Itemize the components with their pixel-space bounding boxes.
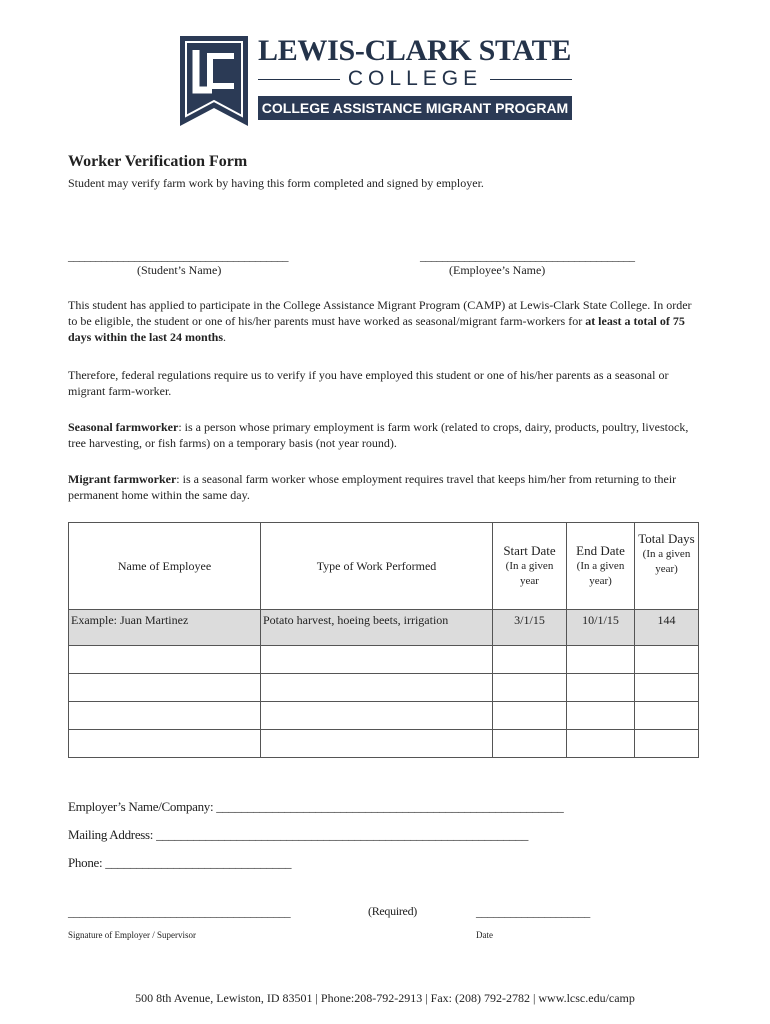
header-name-of-employee: Name of Employee <box>69 523 261 610</box>
employer-signature-field[interactable]: _______________________________________ <box>68 905 291 919</box>
employer-name-company-field[interactable]: Employer’s Name/Company: ________________________________________________________ <box>68 799 564 814</box>
table-cell[interactable] <box>567 646 635 674</box>
college-logo <box>178 34 572 128</box>
logo-college-name: LEWIS-CLARK STATE <box>258 34 572 67</box>
mailing-address-field[interactable]: Mailing Address: ____________________________________________________________ <box>68 827 529 842</box>
example-total: 144 <box>635 610 699 646</box>
regulations-paragraph: Therefore, federal regulations require us to verify if you have employed this student or one of his/her parents as a seasonal or migrant farm-worker. <box>68 368 669 398</box>
table-row-example <box>69 610 699 646</box>
employment-table <box>68 522 699 758</box>
table-cell[interactable] <box>261 674 493 702</box>
employee-name-field[interactable]: _______________________________________ <box>420 249 635 263</box>
header-total-days: Total Days (In a given year) <box>635 523 699 610</box>
table-row[interactable] <box>69 674 699 702</box>
date-label: Date <box>476 930 493 940</box>
footer-contact: 500 8th Avenue, Lewiston, ID 83501 | Phone:208-792-2913 | Fax: (208) 792-2782 | www.lcsc.edu/camp <box>135 991 635 1005</box>
required-note: (Required) <box>368 904 417 918</box>
table-header-row <box>69 523 699 610</box>
logo-program-banner: COLLEGE ASSISTANCE MIGRANT PROGRAM <box>258 96 572 120</box>
table-cell[interactable] <box>567 730 635 758</box>
table-cell[interactable] <box>635 674 699 702</box>
phone-field[interactable]: Phone: ______________________________ <box>68 855 292 870</box>
migrant-definition: Migrant farmworker: is a seasonal farm worker whose employment requires travel that keeps him/her from returning to their permanent home within the same day. <box>68 472 677 502</box>
table-cell[interactable] <box>635 730 699 758</box>
table-cell[interactable] <box>493 730 567 758</box>
example-name: Example: Juan Martinez <box>69 610 261 646</box>
student-name-label: (Student’s Name) <box>137 263 222 277</box>
example-end: 10/1/15 <box>567 610 635 646</box>
table-row[interactable] <box>69 730 699 758</box>
header-type-of-work: Type of Work Performed <box>261 523 493 610</box>
table-row[interactable] <box>69 702 699 730</box>
table-cell[interactable] <box>69 674 261 702</box>
table-row[interactable] <box>69 646 699 674</box>
table-cell[interactable] <box>567 674 635 702</box>
table-cell[interactable] <box>493 674 567 702</box>
table-cell[interactable] <box>261 702 493 730</box>
table-cell[interactable] <box>261 730 493 758</box>
table-cell[interactable] <box>69 702 261 730</box>
table-cell[interactable] <box>567 702 635 730</box>
date-field[interactable]: ____________________ <box>476 905 591 919</box>
eligibility-paragraph: This student has applied to participate in the College Assistance Migrant Program (CAMP) at Lewis-Clark State College. In order to be eligible, the student or one of his/her parents must have worked as seasonal/migrant farm-workers for at least a total of 75 days within the last 24 months. <box>68 298 692 344</box>
employee-name-label: (Employee’s Name) <box>449 263 546 277</box>
lc-shield-icon <box>178 34 250 128</box>
table-cell[interactable] <box>635 702 699 730</box>
table-cell[interactable] <box>635 646 699 674</box>
example-work: Potato harvest, hoeing beets, irrigation <box>261 610 493 646</box>
table-cell[interactable] <box>69 646 261 674</box>
table-cell[interactable] <box>493 646 567 674</box>
header-end-date: End Date (In a given year) <box>567 523 635 610</box>
form-intro: Student may verify farm work by having this form completed and signed by employer. <box>68 176 484 190</box>
logo-college-word: COLLEGE <box>258 68 572 90</box>
student-name-field[interactable]: ________________________________________ <box>68 249 288 263</box>
table-cell[interactable] <box>69 730 261 758</box>
table-cell[interactable] <box>261 646 493 674</box>
signature-label: Signature of Employer / Supervisor <box>68 930 196 940</box>
example-start: 3/1/15 <box>493 610 567 646</box>
form-title: Worker Verification Form <box>68 153 248 170</box>
seasonal-definition: Seasonal farmworker: is a person whose primary employment is farm work (related to crops, dairy, products, poultry, livestock, tree harvesting, or fish farms) on a temporary basis (not year round). <box>68 420 689 450</box>
header-start-date: Start Date (In a given year <box>493 523 567 610</box>
table-cell[interactable] <box>493 702 567 730</box>
